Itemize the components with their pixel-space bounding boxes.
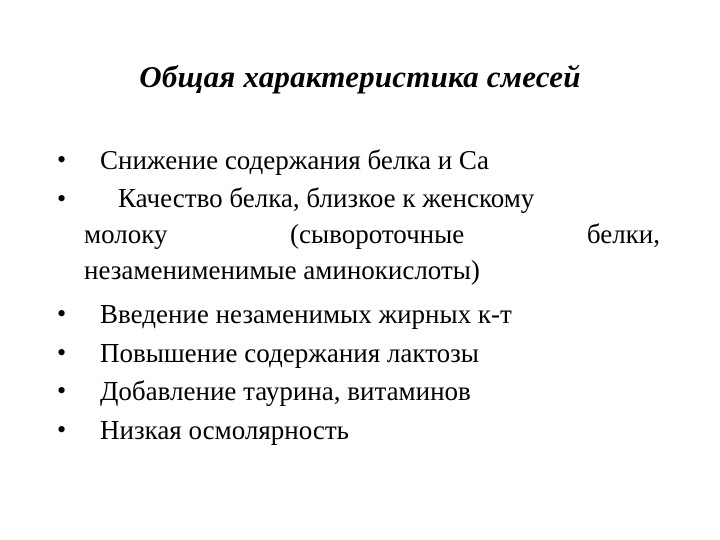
list-item-text: Введение незаменимых жирных к-т	[100, 299, 512, 329]
list-item-text: Снижение содержания белка и Са	[100, 145, 489, 175]
slide-title: Общая характеристика смесей	[139, 59, 581, 94]
list-item-line: молоку (сывороточные белки,	[84, 219, 660, 249]
list-item-text: Добавление таурина, витаминов	[100, 376, 471, 406]
list-item-line: Качество белка, близкое к женскому	[118, 183, 535, 213]
bullet-icon: •	[57, 376, 67, 405]
bullet-icon: •	[57, 145, 67, 174]
list-item-line: незаменименимые аминокислоты)	[84, 255, 480, 285]
list-item-text: Повышение содержания лактозы	[100, 338, 479, 368]
list-item-text	[84, 180, 660, 288]
bullet-icon: •	[57, 338, 67, 367]
bullet-icon: •	[57, 299, 67, 328]
bullet-icon: •	[57, 415, 67, 444]
bullet-icon: •	[57, 184, 67, 213]
list-item-text: Низкая осмолярность	[100, 415, 349, 445]
